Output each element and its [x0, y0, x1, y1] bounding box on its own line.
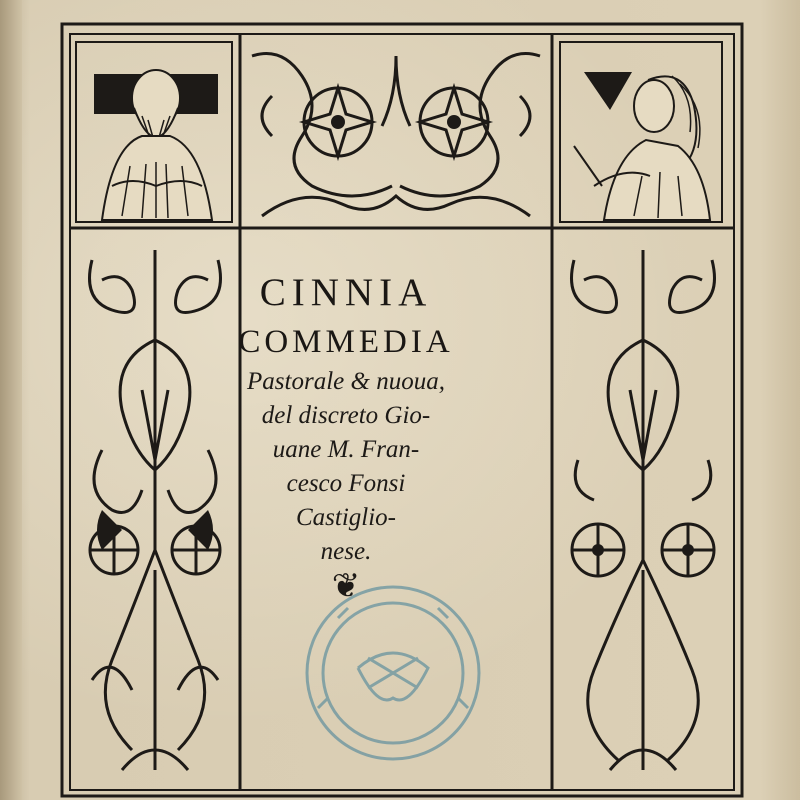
bearded-figure-portrait-icon	[72, 36, 238, 226]
library-stamp-icon	[298, 578, 488, 768]
subtitle-line: Castiglio-	[295, 504, 396, 531]
page-edge	[0, 0, 22, 800]
right-floral-column-icon	[554, 230, 732, 788]
subtitle-line: del discreto Gio-	[261, 402, 431, 429]
fleuron-icon: ❦	[331, 566, 361, 606]
subtitle-line: nese.	[320, 538, 372, 565]
title-cinnia: CINNIA	[259, 271, 433, 314]
title-commedia: COMMEDIA	[238, 324, 454, 360]
subtitle-line: uane M. Fran-	[272, 436, 420, 463]
subtitle-line: cesco Fonsi	[286, 470, 406, 497]
profile-figure-portrait-icon	[554, 36, 732, 226]
subtitle-line: Pastorale & nuoua,	[247, 368, 445, 395]
floral-ornament-icon	[242, 36, 550, 226]
